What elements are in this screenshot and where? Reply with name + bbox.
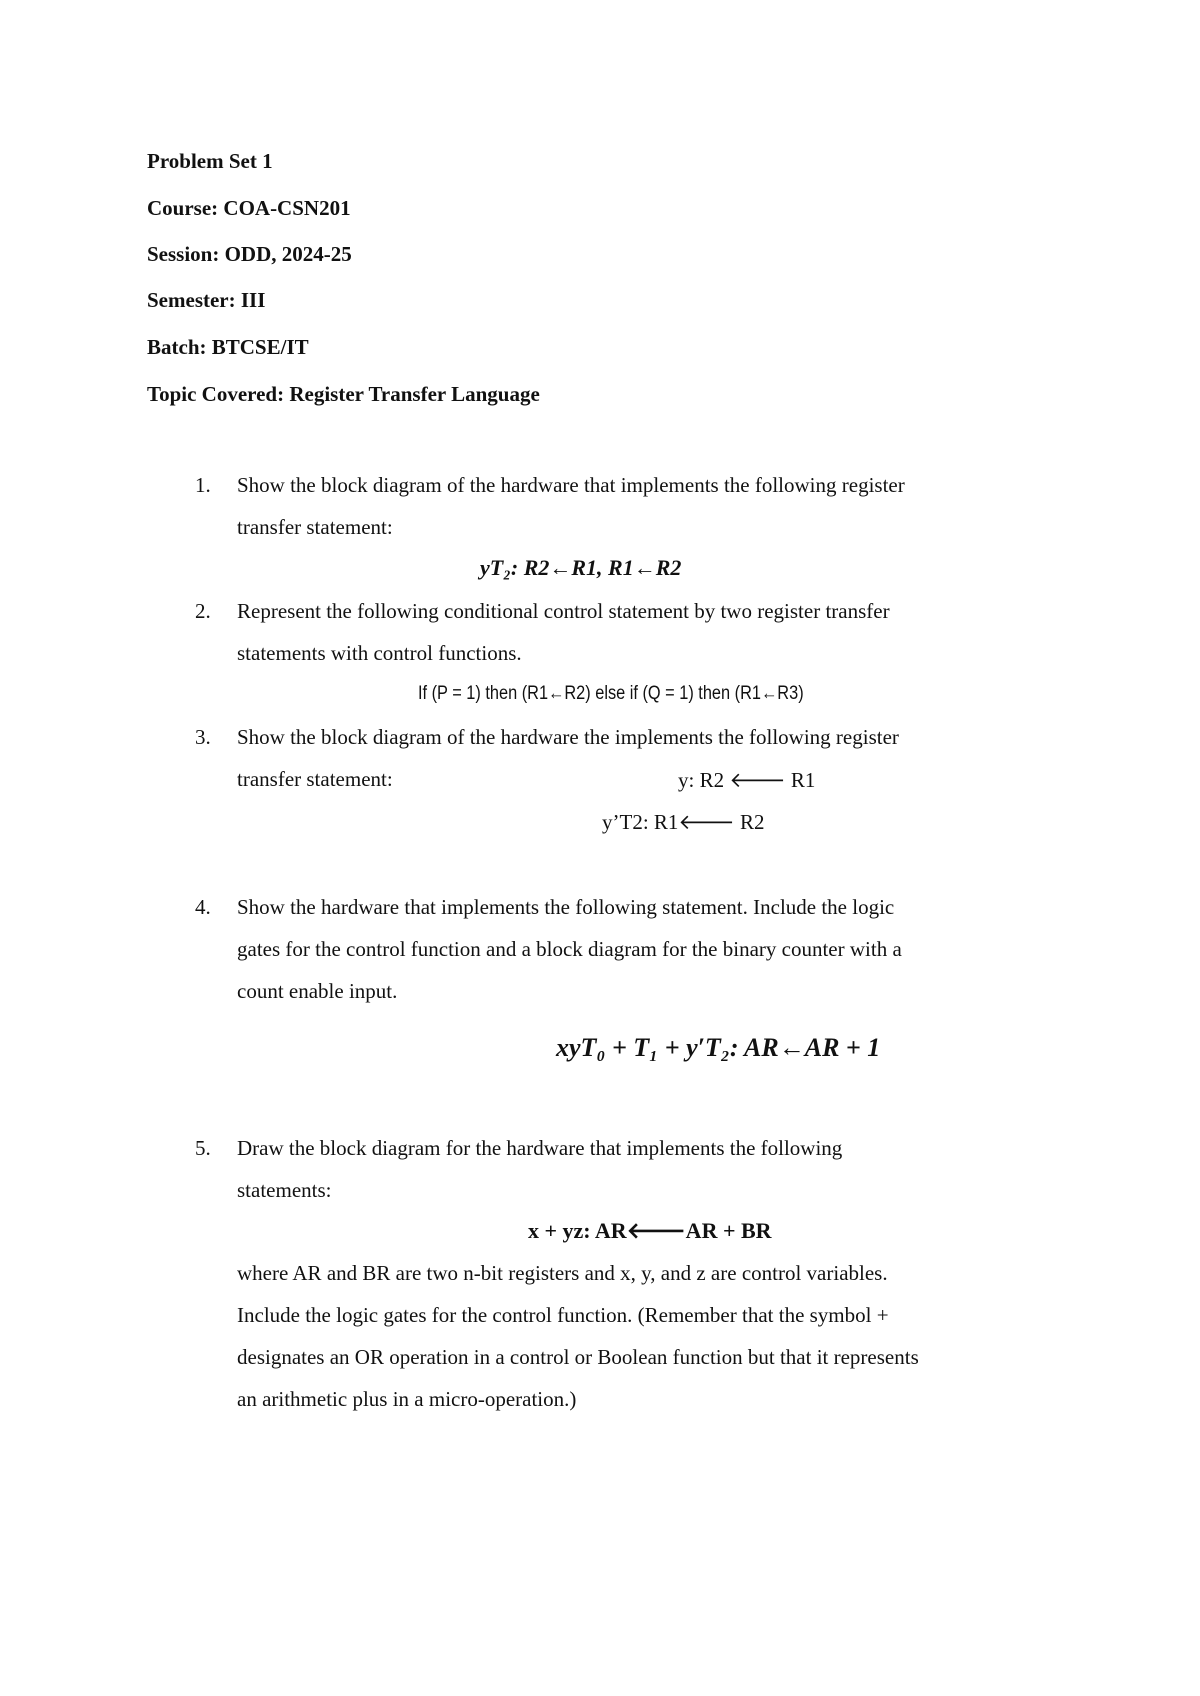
topic-line: Topic Covered: Register Transfer Language	[147, 382, 540, 406]
question-number: 2.	[195, 599, 211, 623]
question-text-line: where AR and BR are two n-bit registers and x, y, and z are control variables.	[237, 1261, 888, 1285]
rtl-equation: yT₂: R2←R1, R1←R2	[480, 555, 682, 580]
question-text-line: statements with control functions.	[237, 641, 522, 665]
rtl-equation-second: y’T2: R1🡐 R2	[602, 810, 765, 834]
question-text-line: Include the logic gates for the control function. (Remember that the symbol +	[237, 1303, 889, 1327]
question-text-line: gates for the control function and a block diagram for the binary counter with a	[237, 937, 902, 961]
rtl-equation: x + yz: AR🡐AR + BR	[528, 1218, 772, 1243]
conditional-statement: If (P = 1) then (R1←R2) else if (Q = 1) then (R1←R3)	[418, 683, 804, 704]
question-text-line: count enable input.	[237, 979, 398, 1003]
question-text-line: Show the block diagram of the hardware that implements the following register	[237, 473, 905, 497]
question-text-line: Draw the block diagram for the hardware that implements the following	[237, 1136, 843, 1160]
question-text-line: Represent the following conditional control statement by two register transfer	[237, 599, 890, 623]
rtl-equation: xyT₀ + T₁ + y′T₂: AR←AR + 1	[556, 1033, 881, 1062]
question-number: 1.	[195, 473, 211, 497]
question-number: 5.	[195, 1136, 211, 1160]
question-number: 3.	[195, 725, 211, 749]
question-text-line: transfer statement:	[237, 515, 393, 539]
batch-line: Batch: BTCSE/IT	[147, 335, 309, 359]
question-text-line: Show the block diagram of the hardware the implements the following register	[237, 725, 899, 749]
question-text-line: statements:	[237, 1178, 332, 1202]
problem-set-title: Problem Set 1	[147, 149, 273, 173]
rtl-equation: y: R2 🡐 R1	[678, 768, 816, 792]
question-text-line: an arithmetic plus in a micro-operation.)	[237, 1387, 577, 1411]
course-line: Course: COA-CSN201	[147, 196, 351, 220]
question-text-line: transfer statement:	[237, 767, 393, 791]
session-line: Session: ODD, 2024-25	[147, 242, 352, 266]
question-number: 4.	[195, 895, 211, 919]
question-text-line: designates an OR operation in a control or Boolean function but that it represents	[237, 1345, 919, 1369]
question-text-line: Show the hardware that implements the following statement. Include the logic	[237, 895, 895, 919]
semester-line: Semester: III	[147, 288, 266, 312]
